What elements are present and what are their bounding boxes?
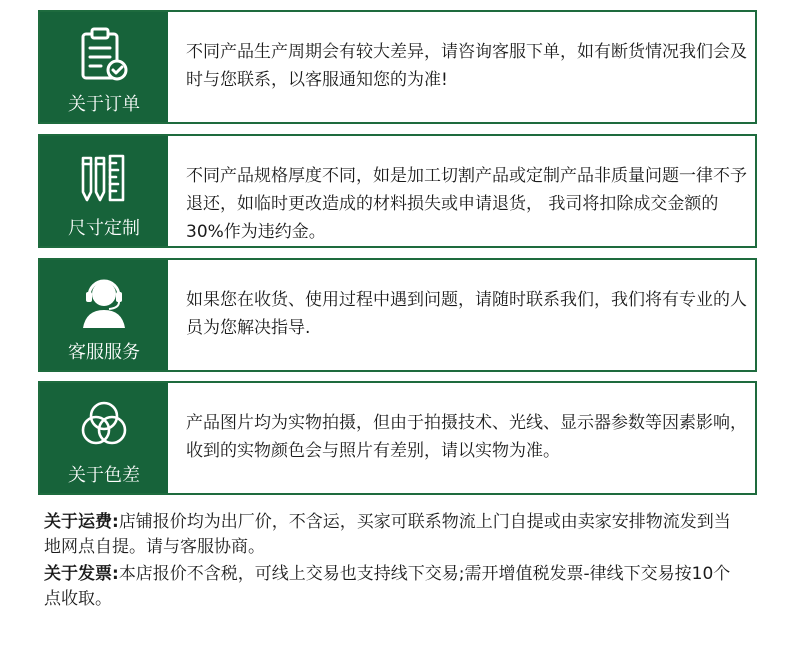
card-side-service <box>40 260 168 370</box>
pencil-ruler-icon <box>77 150 131 208</box>
card-label: 关于色差 <box>68 465 140 486</box>
shipping-note-text: 店铺报价均为出厂价，不含运，买家可联系物流上门自提或由卖家安排物流发到当地网点自提。请与客服协商。 <box>44 512 731 557</box>
info-card-color <box>38 381 757 495</box>
card-side-size <box>40 136 168 246</box>
invoice-note <box>44 562 744 612</box>
order-clipboard-icon <box>77 26 131 84</box>
card-label: 客服服务 <box>68 342 140 363</box>
card-label: 关于订单 <box>68 94 140 115</box>
invoice-note-text: 本店报价不含税，可线上交易也支持线下交易;需开增值税发票-律线下交易按10个点收取。 <box>44 564 731 609</box>
info-card-service <box>38 258 757 372</box>
card-text: 不同产品生产周期会有较大差异，请咨询客服下单，如有断货情况我们会及时与您联系，以客服通知您的为准! <box>186 42 747 90</box>
headset-agent-icon <box>77 274 131 332</box>
color-circles-icon <box>77 397 131 455</box>
card-label: 尺寸定制 <box>68 218 140 239</box>
card-text: 如果您在收货、使用过程中遇到问题，请随时联系我们，我们将有专业的人员为您解决指导. <box>186 290 747 338</box>
info-card-order <box>38 10 757 124</box>
invoice-note-title: 关于发票: <box>44 564 119 584</box>
notes-section <box>44 510 744 614</box>
info-card-size <box>38 134 757 248</box>
shipping-note-title: 关于运费: <box>44 512 119 532</box>
card-text: 产品图片均为实物拍摄，但由于拍摄技术、光线、显示器参数等因素影响，收到的实物颜色会与照片有差别，请以实物为准。 <box>186 413 747 461</box>
card-text: 不同产品规格厚度不同，如是加工切割产品或定制产品非质量问题一律不予退还，如临时更改造成的材料损失或申请退货， 我司将扣除成交金额的30%作为违约金。 <box>186 166 747 242</box>
card-side-color <box>40 383 168 493</box>
shipping-note <box>44 510 744 560</box>
card-side-order <box>40 12 168 122</box>
